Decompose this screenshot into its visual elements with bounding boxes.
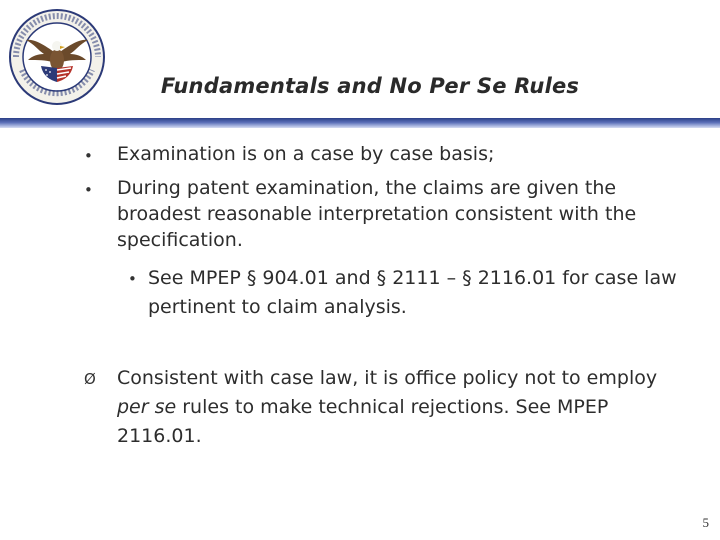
header-divider [0, 118, 720, 128]
seal-graphic [8, 8, 106, 106]
arrow-bullet-icon: Ø [84, 370, 96, 388]
sub-bullet-marker: • [128, 270, 137, 288]
arrow-text-after: rules to make technical rejections. See MPEP 2116.01. [117, 396, 609, 447]
arrow-bullet-text [117, 364, 687, 451]
bullet-marker-2: • [84, 181, 93, 199]
arrow-text-italic: per se [117, 396, 177, 418]
slide-title: Fundamentals and No Per Se Rules [160, 74, 580, 98]
bullet-text-2: During patent examination, the claims are given the broadest reasonable interpretation consistent with the specification. [117, 177, 637, 251]
sub-bullet-text: See MPEP § 904.01 and § 2111 – § 2116.01 for case law pertinent to claim analysis. [148, 267, 677, 318]
page-number: 5 [702, 515, 709, 530]
bullet-text-1: Examination is on a case by case basis; [117, 143, 495, 165]
uspto-seal-logo [8, 8, 106, 106]
bullet-marker-1: • [84, 147, 93, 165]
arrow-text-before: Consistent with case law, it is office policy not to employ [117, 367, 658, 389]
